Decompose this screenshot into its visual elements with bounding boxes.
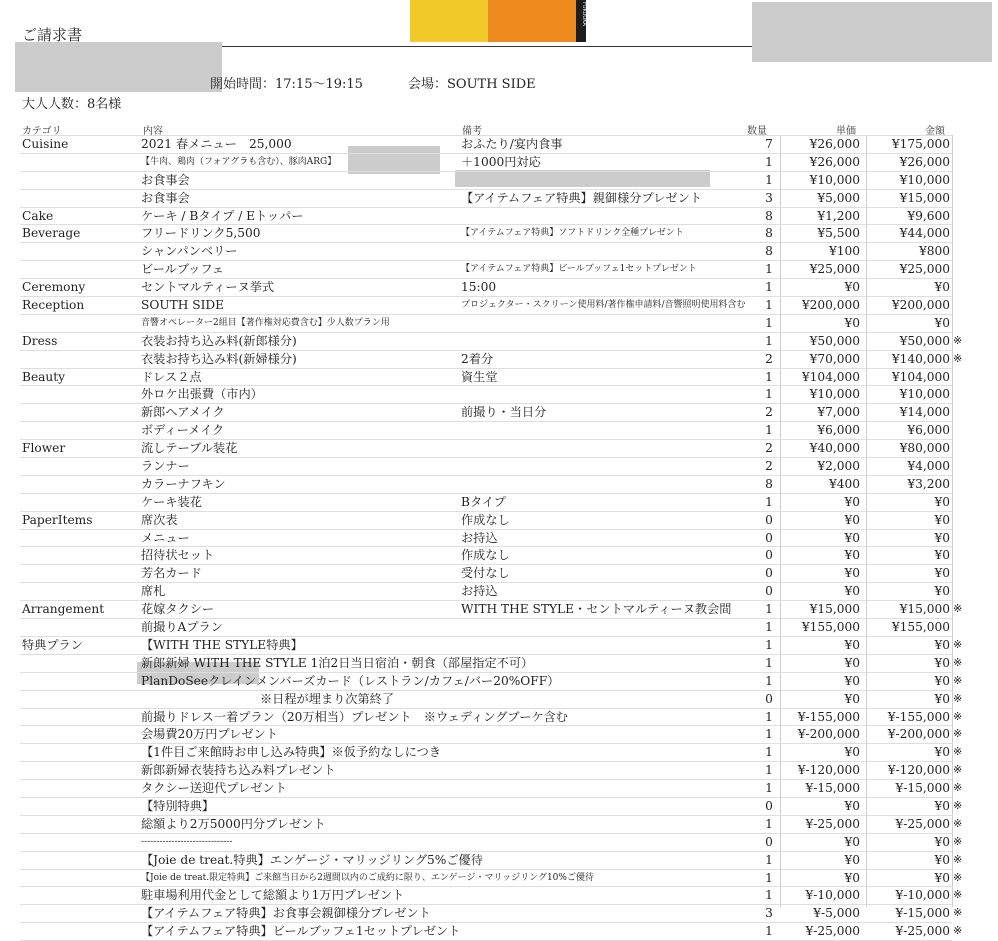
- row-content: ------------------------------: [141, 836, 233, 847]
- row-category: Reception: [22, 298, 85, 313]
- row-unit-price: ¥50,000: [809, 333, 860, 348]
- row-unit-price: ¥104,000: [801, 369, 860, 384]
- invoice-row: [20, 869, 963, 887]
- row-content: 招待状セット: [141, 548, 215, 563]
- row-quantity: 1: [765, 763, 773, 778]
- row-category: Cuisine: [22, 137, 69, 151]
- invoice-row: [20, 260, 952, 278]
- row-content: ビールブッフェ: [141, 262, 225, 277]
- row-quantity: 1: [765, 262, 773, 277]
- row-note: 【アイテムフェア特典】親御様分プレゼント: [461, 190, 702, 205]
- row-unit-price: ¥7,000: [817, 405, 860, 420]
- row-quantity: 3: [765, 190, 773, 205]
- column-header-amount: 金額: [925, 126, 945, 137]
- row-quantity: 1: [765, 315, 773, 330]
- row-note-mark: ※: [953, 673, 963, 687]
- row-quantity: 8: [765, 208, 773, 223]
- invoice-row: [20, 493, 952, 511]
- row-amount: ¥26,000: [899, 154, 950, 169]
- row-unit-price: ¥10,000: [809, 387, 860, 402]
- invoice-row: [20, 618, 952, 636]
- row-note: WITH THE STYLE・セントマルティーヌ教会間: [461, 602, 732, 617]
- row-amount: ¥3,200: [907, 476, 950, 491]
- row-unit-price: ¥0: [844, 637, 860, 652]
- row-quantity: 1: [765, 637, 773, 652]
- row-note: ＋1000円対応: [461, 154, 541, 169]
- row-content: 【特別特典】: [141, 798, 215, 813]
- row-note-mark: ※: [953, 691, 963, 705]
- row-unit-price: ¥0: [844, 315, 860, 330]
- row-unit-price: ¥2,000: [817, 459, 860, 474]
- row-content: タクシー送迎代プレゼント: [141, 781, 287, 796]
- row-quantity: 1: [765, 423, 773, 438]
- row-category: Ceremony: [22, 280, 86, 295]
- invoice-row: [20, 189, 952, 207]
- row-content: 【Joie de treat.限定特典】ご来館当日から2週間以内のご成約に限り、エンゲージ・マリッジリング10%ご優待: [141, 872, 594, 883]
- row-note-mark: ※: [953, 655, 963, 669]
- row-content: シャンパンベリー: [141, 244, 238, 259]
- row-amount: ¥0: [934, 852, 950, 867]
- row-unit-price: ¥26,000: [809, 154, 860, 169]
- row-content: 席札: [141, 584, 166, 599]
- row-note-mark: ※: [953, 816, 963, 830]
- row-amount: ¥9,600: [907, 208, 950, 223]
- row-quantity: 0: [765, 691, 773, 706]
- row-note-mark: ※: [953, 781, 963, 795]
- row-note: 資生堂: [461, 369, 498, 384]
- row-content: 前撮りドレス一着プラン（20万相当）プレゼント ※ウェディングブーケ含む: [141, 709, 568, 724]
- row-unit-price: ¥0: [844, 655, 860, 670]
- invoice-row: [20, 439, 952, 457]
- row-note-mark: ※: [953, 333, 963, 347]
- row-content: ボディーメイク: [141, 423, 225, 438]
- invoice-row: [20, 224, 952, 242]
- column-header-unit-price: 単価: [836, 126, 856, 137]
- row-amount: ¥175,000: [891, 137, 950, 151]
- invoice-row: [20, 385, 952, 403]
- row-quantity: 1: [765, 494, 773, 509]
- row-unit-price: ¥0: [844, 530, 860, 545]
- invoice-row: [20, 511, 952, 529]
- row-amount: ¥104,000: [891, 369, 950, 384]
- row-amount: ¥25,000: [899, 262, 950, 277]
- row-note-mark: ※: [953, 906, 963, 920]
- row-unit-price: ¥0: [844, 512, 860, 527]
- row-note-mark: ※: [953, 745, 963, 759]
- row-unit-price: ¥0: [844, 566, 860, 581]
- row-amount: ¥0: [934, 494, 950, 509]
- row-unit-price: ¥5,500: [817, 226, 860, 241]
- column-header-content: 内容: [143, 126, 163, 137]
- row-note-mark: ※: [953, 924, 963, 938]
- invoice-row: [20, 529, 952, 547]
- column-header-qty: 数量: [747, 126, 767, 137]
- row-note: お持込: [461, 584, 498, 599]
- row-amount: ¥-25,000: [895, 816, 950, 831]
- row-note-mark: ※: [953, 852, 963, 866]
- row-unit-price: ¥-120,000: [797, 763, 860, 778]
- row-amount: ¥0: [934, 637, 950, 652]
- row-content: カラーナフキン: [141, 476, 226, 491]
- row-note-mark: ※: [953, 351, 963, 365]
- invoice-row: [20, 171, 952, 189]
- row-content: 芳名カード: [141, 566, 202, 581]
- row-unit-price: ¥6,000: [817, 423, 860, 438]
- row-quantity: 2: [765, 459, 773, 474]
- row-category: Beauty: [22, 369, 66, 384]
- row-amount: ¥15,000: [899, 602, 950, 617]
- invoice-row: [20, 636, 963, 654]
- row-quantity: 1: [765, 852, 773, 867]
- row-note: Bタイプ: [461, 494, 506, 509]
- row-content: 外ロケ出張費（市内）: [141, 387, 263, 402]
- row-category: 特典プラン: [22, 637, 83, 652]
- row-quantity: 2: [765, 351, 773, 366]
- row-unit-price: ¥200,000: [801, 298, 860, 313]
- invoice-row: [20, 314, 952, 332]
- row-content: ※日程が埋まり次第終了: [260, 691, 395, 706]
- row-amount: ¥0: [934, 673, 950, 688]
- row-content: 前撮りAプラン: [141, 620, 223, 635]
- invoice-row: [20, 153, 952, 171]
- invoice-row: [20, 475, 952, 493]
- guest-count: 大人人数：8名様: [22, 97, 122, 112]
- row-note: 作成なし: [461, 548, 510, 563]
- row-amount: ¥800: [918, 244, 950, 259]
- row-note-mark: ※: [953, 637, 963, 651]
- row-quantity: 0: [765, 584, 773, 599]
- row-unit-price: ¥-155,000: [797, 709, 860, 724]
- row-category: Flower: [22, 441, 66, 456]
- row-content: ケーキ装花: [141, 494, 202, 509]
- invoice-row: [20, 135, 952, 153]
- invoice-row: [20, 851, 963, 869]
- row-quantity: 2: [765, 441, 773, 456]
- row-unit-price: ¥0: [844, 870, 860, 885]
- row-quantity: 1: [765, 727, 773, 742]
- row-content: 【アイテムフェア特典】お食事会親御様分プレゼント: [141, 906, 431, 921]
- row-content: 【1件目ご来館時お申し込み特典】※仮予約なしにつき: [141, 745, 442, 760]
- row-unit-price: ¥40,000: [809, 441, 860, 456]
- invoice-row: [20, 654, 963, 672]
- row-amount: ¥0: [934, 745, 950, 760]
- row-amount: ¥0: [934, 691, 950, 706]
- row-unit-price: ¥0: [844, 852, 860, 867]
- invoice-row: [20, 922, 963, 941]
- invoice-row: [20, 815, 963, 833]
- row-unit-price: ¥1,200: [817, 208, 860, 223]
- row-amount: ¥0: [934, 280, 950, 295]
- row-quantity: 2: [765, 405, 773, 420]
- row-amount: ¥4,000: [907, 459, 950, 474]
- row-amount: ¥14,000: [899, 405, 950, 420]
- row-unit-price: ¥0: [844, 834, 860, 849]
- row-content: 会場費20万円プレゼント: [141, 727, 278, 742]
- invoice-row: [20, 672, 963, 690]
- row-quantity: 1: [765, 172, 773, 187]
- row-content: 新郎ヘアメイク: [141, 405, 225, 420]
- row-quantity: 1: [765, 709, 773, 724]
- row-amount: ¥200,000: [891, 298, 950, 313]
- row-quantity: 1: [765, 673, 773, 688]
- row-note-mark: ※: [953, 763, 963, 777]
- invoice-row: [20, 457, 952, 475]
- row-unit-price: ¥100: [828, 244, 860, 259]
- row-unit-price: ¥15,000: [809, 602, 860, 617]
- row-quantity: 1: [765, 298, 773, 313]
- row-unit-price: ¥-10,000: [805, 888, 860, 903]
- row-quantity: 8: [765, 244, 773, 259]
- row-quantity: 1: [765, 870, 773, 885]
- row-note: 作成なし: [461, 512, 510, 527]
- row-content: 【牛肉、鶏肉（フォアグラも含む）、豚肉ARG】: [141, 156, 337, 167]
- invoice-row: [20, 797, 963, 815]
- row-note: 【アイテムフェア特典】ビールブッフェ1セットプレゼント: [461, 264, 697, 275]
- row-note-mark: ※: [953, 834, 963, 848]
- row-quantity: 1: [765, 602, 773, 617]
- row-quantity: 1: [765, 655, 773, 670]
- row-note: 前撮り・当日分: [461, 405, 547, 420]
- logo-orange-block: [488, 0, 576, 42]
- row-content: お食事会: [141, 172, 190, 187]
- row-quantity: 1: [765, 333, 773, 348]
- row-content: セントマルティーヌ挙式: [141, 280, 275, 295]
- invoice-row: [20, 278, 952, 296]
- row-unit-price: ¥0: [844, 745, 860, 760]
- row-note-mark: ※: [953, 870, 963, 884]
- invoice-row: [20, 833, 963, 851]
- invoice-row: [20, 904, 963, 922]
- invoice-row: [20, 546, 952, 564]
- row-unit-price: ¥-5,000: [813, 906, 860, 921]
- row-content: 衣装お持ち込み料(新婦様分): [141, 351, 297, 366]
- invoice-row: [20, 296, 952, 314]
- invoice-table: [20, 135, 963, 941]
- row-quantity: 7: [765, 137, 773, 151]
- row-content: フリードリンク5,500: [141, 226, 261, 241]
- row-amount: ¥80,000: [899, 441, 950, 456]
- invoice-row: [20, 708, 963, 726]
- row-quantity: 1: [765, 781, 773, 796]
- row-quantity: 3: [765, 906, 773, 921]
- row-amount: ¥44,000: [899, 226, 950, 241]
- row-amount: ¥-10,000: [895, 888, 950, 903]
- row-category: PaperItems: [22, 512, 93, 527]
- row-category: Arrangement: [22, 602, 105, 617]
- invoice-row: [20, 421, 952, 439]
- invoice-row: [20, 779, 963, 797]
- row-quantity: 1: [765, 745, 773, 760]
- row-quantity: 0: [765, 530, 773, 545]
- document-title: ご請求書: [22, 26, 83, 44]
- row-amount: ¥10,000: [899, 387, 950, 402]
- row-quantity: 0: [765, 512, 773, 527]
- row-amount: ¥0: [934, 584, 950, 599]
- row-unit-price: ¥-200,000: [797, 727, 860, 742]
- invoice-row: [20, 582, 952, 600]
- redacted-block-top-right: [752, 2, 992, 62]
- logo-yellow-block: [410, 0, 488, 42]
- row-content: 駐車場利用代金として総額より1万円プレゼント: [141, 888, 405, 903]
- row-amount: ¥0: [934, 548, 950, 563]
- row-quantity: 1: [765, 280, 773, 295]
- row-quantity: 0: [765, 548, 773, 563]
- row-quantity: 1: [765, 924, 773, 939]
- row-content: 【Joie de treat.特典】エンゲージ・マリッジリング5%ご優待: [141, 852, 483, 867]
- invoice-row: [20, 761, 963, 779]
- row-quantity: 1: [765, 816, 773, 831]
- row-amount: ¥0: [934, 512, 950, 527]
- row-amount: ¥-15,000: [895, 781, 950, 796]
- row-unit-price: ¥155,000: [801, 620, 860, 635]
- row-note-mark: ※: [953, 602, 963, 616]
- row-unit-price: ¥0: [844, 691, 860, 706]
- row-note-mark: ※: [953, 709, 963, 723]
- row-quantity: 8: [765, 226, 773, 241]
- row-amount: ¥0: [934, 315, 950, 330]
- row-content: 衣装お持ち込み料(新郎様分): [141, 333, 297, 348]
- row-amount: ¥0: [934, 798, 950, 813]
- row-amount: ¥10,000: [899, 172, 950, 187]
- row-note: 受付なし: [461, 566, 510, 581]
- row-quantity: 1: [765, 369, 773, 384]
- row-unit-price: ¥25,000: [809, 262, 860, 277]
- redacted-block-customer: [15, 42, 222, 92]
- row-content: 新郎新婦衣装持ち込み料プレゼント: [141, 763, 336, 778]
- row-content: 流しテーブル装花: [141, 441, 238, 456]
- row-content: お食事会: [141, 190, 190, 205]
- row-unit-price: ¥0: [844, 494, 860, 509]
- row-content: メニュー: [141, 530, 190, 545]
- row-quantity: 8: [765, 476, 773, 491]
- row-content: ランナー: [141, 459, 190, 474]
- row-unit-price: ¥0: [844, 280, 860, 295]
- invoice-row: [20, 690, 963, 708]
- row-unit-price: ¥0: [844, 548, 860, 563]
- row-quantity: 0: [765, 798, 773, 813]
- row-content: 新郎新婦 WITH THE STYLE 1泊2日当日宿泊・朝食（部屋指定不可）: [141, 655, 534, 670]
- row-unit-price: ¥5,000: [817, 190, 860, 205]
- invoice-row: [20, 600, 963, 618]
- logo-text: FUKUOKA: [581, 2, 587, 26]
- row-unit-price: ¥400: [828, 476, 860, 491]
- row-note-mark: ※: [953, 727, 963, 741]
- column-header-category: カテゴリ: [22, 126, 62, 137]
- title-divider: [222, 46, 752, 47]
- invoice-row: [20, 725, 963, 743]
- row-note-mark: ※: [953, 798, 963, 812]
- row-amount: ¥0: [934, 530, 950, 545]
- invoice-row: [20, 743, 963, 761]
- row-content: 総額より2万5000円分プレゼント: [141, 816, 326, 831]
- row-amount: ¥0: [934, 566, 950, 581]
- row-category: Dress: [22, 333, 58, 348]
- row-amount: ¥-25,000: [895, 924, 950, 939]
- row-amount: ¥-200,000: [887, 727, 950, 742]
- row-note: 15:00: [461, 280, 497, 295]
- row-quantity: 0: [765, 834, 773, 849]
- row-amount: ¥0: [934, 834, 950, 849]
- row-category: Cake: [22, 208, 54, 223]
- invoice-row: [20, 207, 952, 225]
- invoice-row: [20, 564, 952, 582]
- invoice-row: [20, 242, 952, 260]
- row-content: PlanDoSeeクレインメンバーズカード（レストラン/カフェ/バー20%OFF）: [141, 673, 560, 688]
- row-note: 2着分: [461, 351, 494, 366]
- invoice-row: [20, 403, 952, 421]
- row-note: 【アイテムフェア特典】ソフトドリンク全種プレゼント: [461, 228, 684, 239]
- row-content: 【アイテムフェア特典】ビールブッフェ1セットプレゼント: [141, 924, 461, 939]
- venue: 会場：SOUTH SIDE: [408, 77, 536, 92]
- row-amount: ¥-15,000: [895, 906, 950, 921]
- start-time: 開始時間：17:15～19:15: [210, 77, 363, 92]
- row-note: プロジェクター・スクリーン使用料/著作権申請料/音響照明使用料含む: [461, 300, 746, 311]
- row-note-mark: ※: [953, 888, 963, 902]
- row-note: おふたり/宴内食事: [461, 137, 563, 151]
- row-amount: ¥0: [934, 870, 950, 885]
- row-content: 2021 春メニュー 25,000: [141, 137, 292, 151]
- row-unit-price: ¥0: [844, 798, 860, 813]
- row-quantity: 1: [765, 387, 773, 402]
- row-content: 【WITH THE STYLE特典】: [141, 637, 303, 652]
- row-note: お持込: [461, 530, 498, 545]
- row-amount: ¥155,000: [891, 620, 950, 635]
- row-quantity: 1: [765, 620, 773, 635]
- row-amount: ¥0: [934, 655, 950, 670]
- row-quantity: 1: [765, 154, 773, 169]
- invoice-row: [20, 350, 963, 368]
- row-amount: ¥140,000: [891, 351, 950, 366]
- invoice-row: [20, 332, 963, 350]
- row-unit-price: ¥-25,000: [805, 924, 860, 939]
- row-unit-price: ¥26,000: [809, 137, 860, 151]
- row-amount: ¥-155,000: [887, 709, 950, 724]
- row-unit-price: ¥-15,000: [805, 781, 860, 796]
- row-content: 花嫁タクシー: [141, 602, 215, 617]
- row-quantity: 1: [765, 888, 773, 903]
- row-unit-price: ¥0: [844, 673, 860, 688]
- row-quantity: 0: [765, 566, 773, 581]
- row-content: ドレス２点: [141, 369, 202, 384]
- row-amount: ¥-120,000: [887, 763, 950, 778]
- row-amount: ¥50,000: [899, 333, 950, 348]
- row-unit-price: ¥10,000: [809, 172, 860, 187]
- invoice-row: [20, 368, 952, 386]
- row-content: SOUTH SIDE: [141, 298, 225, 313]
- row-amount: ¥6,000: [907, 423, 950, 438]
- row-unit-price: ¥70,000: [809, 351, 860, 366]
- row-content: 音響オペレーター2組目【著作権対応費含む】少人数プラン用: [141, 317, 390, 328]
- row-content: 席次表: [141, 512, 178, 527]
- row-content: ケーキ / Bタイプ / Eトッパー: [141, 208, 304, 223]
- row-unit-price: ¥-25,000: [805, 816, 860, 831]
- invoice-row: [20, 886, 963, 904]
- row-category: Beverage: [22, 226, 81, 241]
- column-header-note: 備考: [462, 126, 482, 137]
- row-unit-price: ¥0: [844, 584, 860, 599]
- row-amount: ¥15,000: [899, 190, 950, 205]
